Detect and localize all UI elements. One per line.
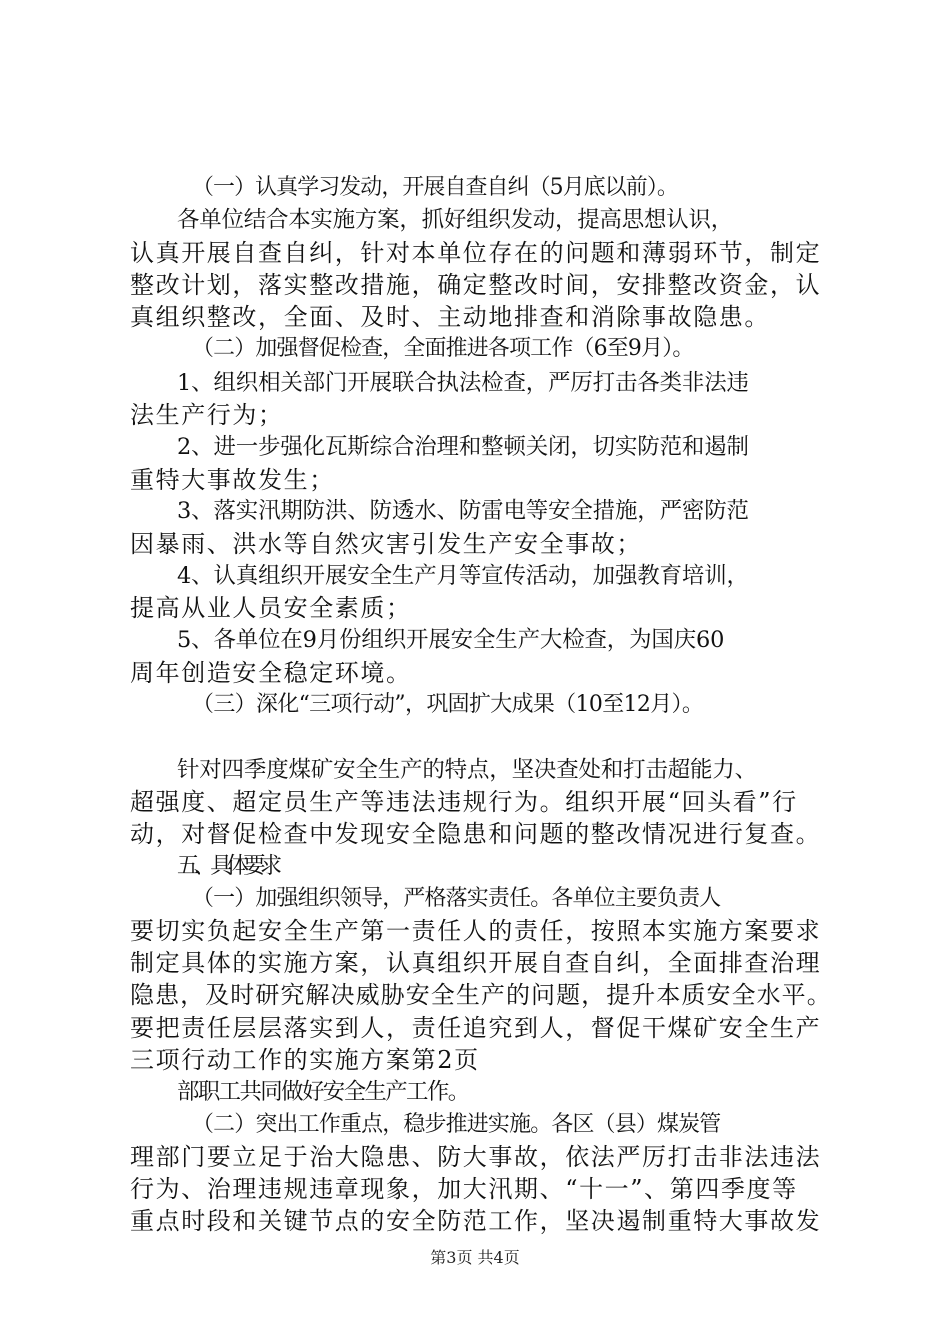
text-line: 行为、治理违规违章现象，加大汛期、“十一”、第四季度等 [130,1175,798,1203]
text-line: 因暴雨、洪水等自然灾害引发生产安全事故； [130,530,642,558]
text-line: 认真开展自查自纠，针对本单位存在的问题和薄弱环节，制定 [130,239,822,267]
text-line: （三）深化“三项行动”，巩固扩大成果（10至12月）。 [192,692,704,717]
text-line: 2、进一步强化瓦斯综合治理和整顿关闭，切实防范和遏制 [177,434,749,460]
page-number-footer: 第3页 共4页 [430,1248,520,1267]
text-line: 1、组织相关部门开展联合执法检查，严厉打击各类非法违 [177,370,749,396]
text-line: 要把责任层层落实到人，责任追究到人，督促干煤矿安全生产 [130,1014,822,1042]
text-line: 提高从业人员安全素质； [130,594,412,622]
text-line: （一）加强组织领导，严格落实责任。各单位主要负责人 [192,886,721,911]
text-line: 法生产行为； [130,401,284,429]
text-line: 制定具体的实施方案，认真组织开展自查自纠，全面排查治理 [130,949,822,977]
text-line: 整改计划，落实整改措施，确定整改时间，安排整改资金，认 [130,271,822,299]
text-line: 隐患，及时研究解决威胁安全生产的问题，提升本质安全水平。 [130,981,832,1009]
text-line: 真组织整改，全面、及时、主动地排查和消除事故隐患。 [130,303,770,331]
text-line: 重特大事故发生； [130,466,335,494]
text-line: 3、落实汛期防洪、防透水、防雷电等安全措施，严密防范 [177,498,749,524]
text-line: 三项行动工作的实施方案第2页 [130,1046,480,1074]
text-line: （一）认真学习发动，开展自查自纠（5月底以前）。 [192,175,678,200]
text-line: （二）突出工作重点，稳步推进实施。各区（县）煤炭管 [192,1112,721,1137]
text-line: 4、认真组织开展安全生产月等宣传活动，加强教育培训， [177,563,749,589]
text-line: 周年创造安全稳定环境。 [130,659,412,687]
text-line: 重点时段和关键节点的安全防范工作，坚决遏制重特大事故发 [130,1207,822,1235]
text-line: 理部门要立足于治大隐患、防大事故，依法严厉打击非法违法 [130,1143,822,1171]
text-line: （二）加强督促检查，全面推进各项工作（6至9月）。 [192,336,694,361]
text-line: 超强度、超定员生产等违法违规行为。组织开展“回头看”行 [130,788,798,816]
text-line: 部职工共同做好安全生产工作。 [177,1079,469,1105]
text-line: 动，对督促检查中发现安全隐患和问题的整改情况进行复查。 [130,820,822,848]
section-heading: 五、具体要求 [177,853,277,879]
text-line: 针对四季度煤矿安全生产的特点，坚决查处和打击超能力、 [177,757,757,783]
text-line: 要切实负起安全生产第一责任人的责任，按照本实施方案要求 [130,917,822,945]
text-line: 5、各单位在9月份组织开展安全生产大检查，为国庆60 [177,627,725,653]
text-line: 各单位结合本实施方案，抓好组织发动，提高思想认识， [177,207,733,233]
